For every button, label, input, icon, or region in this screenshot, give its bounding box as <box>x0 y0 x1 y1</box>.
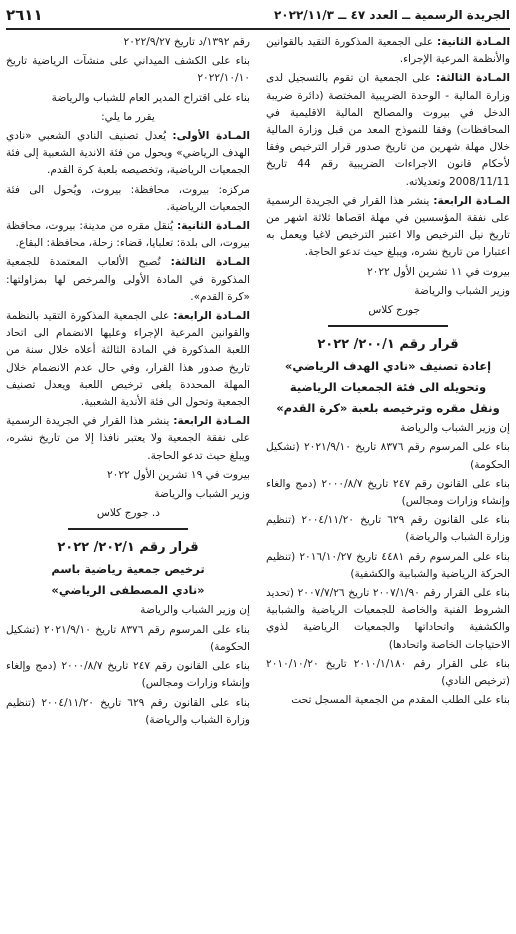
decision-subject-line: «نادي المصطفى الرياضي» <box>51 583 205 598</box>
signature-title: وزير الشباب والرياضة <box>414 284 510 297</box>
preamble-item: بناء على الكشف الميداني على منشآت الرياضية تاريخ ٢٠٢٢/١٠/١٠ <box>6 55 250 85</box>
signature-title: وزير الشباب والرياضة <box>154 488 250 501</box>
article-3 <box>6 254 250 306</box>
article-5 <box>6 413 250 465</box>
article-2 <box>266 34 510 68</box>
preamble-item: بناء على المرسوم رقم ٨٣٧٦ تاريخ ٢٠٢١/٩/١٠ (تشكيل الحكومة) <box>266 441 510 471</box>
article-4 <box>6 308 250 411</box>
decision-number: قرار رقم ٢٠٢/١/ ٢٠٢٢ <box>57 540 199 556</box>
preamble-item: بناء على اقتراح المدير العام للشباب والرياضة <box>51 91 250 104</box>
article-text: ينشر هذا القرار في الجريدة الرسمية على نفقة المؤسسين في مهلة اقصاها ثلاثة اشهر من تاريخ نيل الترخيص والا اعتبر الترخيص لاغيا ويعمل به اعتبارا من تاريخ نشره، ويبلغ حيث تدعو الحاجة. <box>266 194 510 259</box>
article-4 <box>266 193 510 262</box>
preamble-item: بناء على القرار رقم ٢٠١٠/١/١٨٠ تاريخ ٢٠١٠/١٠/٢٠ (ترخيص النادي) <box>266 657 510 688</box>
separator <box>328 325 448 327</box>
decision-subject-line: إعادة تصنيف «نادي الهدف الرياضي» <box>284 359 492 374</box>
article-text: ينشر هذا القرار في الجريدة الرسمية على نفقة الجمعية ولا يعتبر نافذا إلا من تاريخ نشره، ويبلغ حيث تدعو الحاجة. <box>6 415 250 462</box>
right-column <box>266 34 510 712</box>
article-label: المـادة الرابعة: <box>433 194 511 207</box>
article-label: المـادة الثانية: <box>176 220 250 233</box>
article-text: يُنقل مقره من مدينة: بيروت، محافظة بيروت، الى بلدة: تعلبايا، قضاء: زحلة، محافظة: البقاع. <box>6 220 250 250</box>
article-1-location: مركزه: بيروت، محافظة: بيروت، ويُحول الى فئة الجمعيات الرياضية. <box>6 183 250 213</box>
preamble-minister: إن وزير الشباب والرياضة <box>400 422 510 435</box>
decides-line: يقرر ما يلي: <box>101 110 155 123</box>
article-text: تُصبح الألعاب المعتمدة للجمعية المذكورة في المادة الأولى والمرخص لها بمزاولتها: «كرة القدم». <box>6 256 250 303</box>
article-label: المـادة الأولى: <box>172 130 250 143</box>
article-label: المـادة الرابعة: <box>173 310 251 323</box>
preamble-item: بناء على القرار رقم ٢٠٠٧/١/٩٠ تاريخ ٢٠٠٧/٧/٢٦ (تحديد الشروط الفنية والخاصة للجمعيات الرياضية والشبابية والكشفية واتحاداتها والجمعيات الرياضية لذوي الاحتياجات الخاصة واتحادها) <box>266 587 510 651</box>
article-text: على الجمعية المذكورة التقيد بالنظمة والقوانين المرعية الإجراء وعليها الانضمام الى اتحاد اللعبة المذكورة في المادة الثالثة أعلاه خلال سنة من تاريخ صدور هذا القرار، وفي حال عدم الانضمام خلال المهلة المحددة يلغى ترخيص اللعبة ويعدل تصنيف الجمعية وتحول الى فئة الأندية الشعبية. <box>6 310 250 409</box>
decision-subject-line: وتحويله الى فئة الجمعيات الرياضية <box>289 380 487 395</box>
signature-date: بيروت في ١١ تشرين الأول ٢٠٢٢ <box>366 265 510 278</box>
preamble-item: بناء على المرسوم رقم ٨٣٧٦ تاريخ ٢٠٢١/٩/١٠ (تشكيل الحكومة) <box>6 623 250 653</box>
article-label: المـادة الثالثة: <box>170 256 250 269</box>
signature-name: جورج كلاس <box>368 304 420 317</box>
separator <box>68 528 188 530</box>
preamble-item: بناء على القانون رقم ٢٤٧ تاريخ ٢٠٠٠/٨/٧ (دمج والغاء وإنشاء وزارات ومجالس) <box>266 477 510 508</box>
article-label: المـادة الرابعة: <box>173 415 251 428</box>
preamble-item: بناء على القانون رقم ٢٤٧ تاريخ ٢٠٠٠/٨/٧ (دمج وإلغاء وإنشاء وزارات ومجالس) <box>6 660 250 690</box>
article-label: المـادة الثانية: <box>436 36 510 48</box>
decision-subject-line: ترخيص جمعية رياضية باسم <box>51 562 205 577</box>
signature-date: بيروت في ١٩ تشرين الأول ٢٠٢٢ <box>106 468 250 481</box>
article-text: على الجمعية المذكورة التقيد بالقوانين والأنظمة المرعية الإجراء. <box>266 36 510 66</box>
preamble-item: بناء على القانون رقم ٦٢٩ تاريخ ٢٠٠٤/١١/٢٠ (تنظيم وزارة الشباب والرياضة) <box>266 514 510 544</box>
preamble-item: رقم ١٣٩٢/د تاريخ ٢٠٢٢/٩/٢٧ <box>123 36 250 48</box>
signature-name: د. جورج كلاس <box>96 507 160 520</box>
page-header <box>6 6 510 30</box>
article-text: يُعدل تصنيف النادي الشعبي «نادي الهدف الرياضي» ويحول من فئة الاندية الشعبية إلى فئة الجمعيات الرياضية، وتخصيصه بلعبة كرة القدم. <box>6 130 250 177</box>
article-2 <box>6 218 250 252</box>
article-text: على الجمعية ان تقوم بالتسجيل لدى وزارة المالية - الوحدة الضريبية المختصة (دائرة ضريبة الدخل في بيروت والمصالح المالية الاقليمية في المحافظات) وفقا للنموذج المعد من قبل وزارة المالية خلال مهلة شهرين من تاريخ صدور قرار الترخيص وفقا لأحكام قانون الاجراءات الضريبية رقم 44 تاريخ 2008/11/11 وتعديلاته. <box>266 72 511 188</box>
article-1 <box>6 128 250 180</box>
left-column <box>6 34 250 731</box>
preamble-item: بناء على المرسوم رقم ٤٤٨١ تاريخ ٢٠١٦/١٠/٢٧ (تنظيم الحركة الرياضية والشبابية والكشفية) <box>266 550 510 580</box>
preamble-item: بناء على الطلب المقدم من الجمعية المسجل تحت <box>291 694 510 707</box>
page-number: ٢٦١١ <box>6 6 43 24</box>
gazette-title: الجريدة الرسمية ــ العدد ٤٧ ــ ٢٠٢٢/١١/٣ <box>273 8 510 22</box>
preamble-item: بناء على القانون رقم ٦٢٩ تاريخ ٢٠٠٤/١١/٢٠ (تنظيم وزارة الشباب والرياضة) <box>6 696 250 726</box>
article-label: المـادة الثالثة: <box>435 72 510 85</box>
preamble-minister: إن وزير الشباب والرياضة <box>140 604 250 617</box>
article-3 <box>266 70 510 190</box>
decision-number: قرار رقم ٢٠٠/١/ ٢٠٢٢ <box>317 337 459 353</box>
decision-subject-line: ونقل مقره وترخيصه بلعبة «كرة القدم» <box>276 401 500 416</box>
